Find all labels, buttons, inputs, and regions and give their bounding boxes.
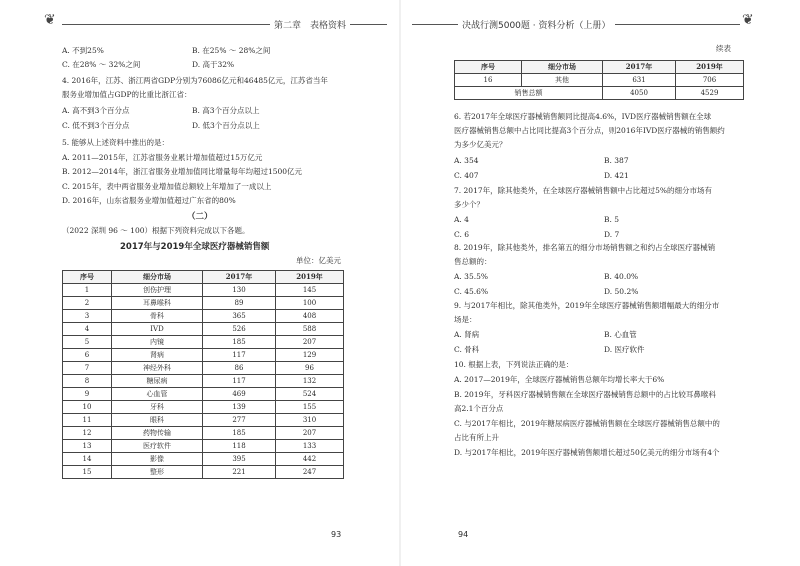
cell-index: 14	[63, 453, 112, 466]
q8-option-d: D. 50.2%	[604, 287, 639, 296]
header-segment: 细分市场	[522, 61, 603, 74]
cell-index: 15	[63, 466, 112, 479]
cell-2019: 524	[276, 388, 344, 401]
cell-index: 2	[63, 297, 112, 310]
cell-2017: 86	[203, 362, 276, 375]
q4-option-a: A. 高不到3个百分点	[62, 106, 130, 115]
cell-segment: IVD	[112, 323, 203, 336]
table-row	[63, 349, 344, 362]
header-2017: 2017年	[203, 271, 276, 284]
cell-segment: 影像	[112, 453, 203, 466]
table-unit: 单位：亿美元	[296, 256, 341, 265]
q8-line2: 售总额的：	[454, 257, 492, 266]
q6-option-c: C. 407	[454, 171, 479, 180]
cell-segment: 心血管	[112, 388, 203, 401]
table-row	[63, 336, 344, 349]
table-row	[63, 414, 344, 427]
q9-line2: 场是：	[454, 315, 477, 324]
cell-2019: 207	[276, 427, 344, 440]
header-2017: 2017年	[603, 61, 676, 74]
cell-index: 8	[63, 375, 112, 388]
cell-2017: 118	[203, 440, 276, 453]
left-corner-ornament-icon: ❦	[44, 12, 56, 28]
q7-option-d: D. 7	[604, 230, 620, 239]
cell-segment: 骨科	[112, 310, 203, 323]
cell-2017: 631	[603, 74, 676, 87]
cell-2019: 145	[276, 284, 344, 297]
cell-2019: 706	[676, 74, 744, 87]
q5-option-a: A. 2011—2015年，江苏省服务业累计增加值超过15万亿元	[62, 153, 263, 162]
cell-segment: 创伤护理	[112, 284, 203, 297]
q8-line1: 8. 2019年，除其他类外，排名第五的细分市场销售额之和约占全球医疗器械销	[454, 243, 716, 252]
cell-2017: 117	[203, 375, 276, 388]
table-header-row	[455, 61, 744, 74]
table-row	[63, 310, 344, 323]
cell-2017: 469	[203, 388, 276, 401]
cell-index: 11	[63, 414, 112, 427]
q10-option-a: A. 2017—2019年，全球医疗器械销售总额年均增长率大于6%	[454, 375, 665, 384]
q10-option-c-line1: C. 与2017年相比，2019年糖尿病医疗器械销售额在全球医疗器械销售总额中的	[454, 419, 720, 428]
right-page-number: 94	[458, 530, 469, 539]
header-2019: 2019年	[676, 61, 744, 74]
cell-2019: 4529	[676, 87, 744, 100]
cell-index: 5	[63, 336, 112, 349]
cell-index: 16	[455, 74, 522, 87]
q9-line1: 9. 与2017年相比，除其他类外，2019年全球医疗器械销售额增幅最大的细分市	[454, 301, 720, 310]
cell-segment: 其他	[522, 74, 603, 87]
q10-option-b-line1: B. 2019年，牙科医疗器械销售额在全球医疗器械销售总额中的占比较耳鼻喉科	[454, 390, 716, 399]
q6-option-d: D. 421	[604, 171, 629, 180]
cell-segment: 眼科	[112, 414, 203, 427]
cell-segment: 耳鼻喉科	[112, 297, 203, 310]
table-row	[63, 362, 344, 375]
section-intro: （2022 深圳 96 ～ 100）根据下列资料完成以下各题。	[62, 226, 250, 235]
cell-2017: 526	[203, 323, 276, 336]
table-row	[63, 375, 344, 388]
right-corner-ornament-icon: ❦	[742, 12, 754, 28]
q3-option-c: C. 在28% ～ 32%之间	[62, 60, 141, 69]
q3-option-b: B. 在25% ～ 28%之间	[192, 46, 271, 55]
cell-2017: 277	[203, 414, 276, 427]
cell-index: 9	[63, 388, 112, 401]
cell-2019: 132	[276, 375, 344, 388]
table-row	[63, 297, 344, 310]
book-spine	[399, 0, 401, 566]
cell-2019: 408	[276, 310, 344, 323]
cell-2017: 395	[203, 453, 276, 466]
cell-2019: 129	[276, 349, 344, 362]
q9-option-a: A. 肾病	[454, 330, 480, 339]
q7-option-a: A. 4	[454, 215, 469, 224]
cell-2017: 4050	[603, 87, 676, 100]
q5-option-c: C. 2015年，表中两省服务业增加值总额较上年增加了一成以上	[62, 182, 272, 191]
cell-index: 6	[63, 349, 112, 362]
q5-stem: 5. 能够从上述资料中推出的是：	[62, 138, 170, 147]
q6-option-b: B. 387	[604, 156, 629, 165]
q7-line2: 多少个？	[454, 200, 484, 209]
cell-2019: 207	[276, 336, 344, 349]
cell-index: 7	[63, 362, 112, 375]
cell-2019: 155	[276, 401, 344, 414]
cell-2017: 365	[203, 310, 276, 323]
table-total-row	[455, 87, 744, 100]
header-index: 序号	[455, 61, 522, 74]
right-header-book-title: 决战行测5000题 · 资料分析（上册）	[458, 18, 615, 31]
table-row	[63, 440, 344, 453]
cell-2017: 185	[203, 427, 276, 440]
q4-option-c: C. 低不到3个百分点	[62, 121, 130, 130]
q4-stem-line1: 4. 2016年，江苏、浙江两省GDP分别为76086亿元和46485亿元，江苏省当年	[62, 76, 328, 85]
q10-option-d: D. 与2017年相比，2019年医疗器械销售额增长超过50亿美元的细分市场有4个	[454, 448, 720, 457]
q8-option-c: C. 45.6%	[454, 287, 489, 296]
q10-option-b-line2: 高2.1个百分点	[454, 404, 504, 413]
cell-2017: 185	[203, 336, 276, 349]
sales-table	[62, 270, 344, 479]
table-row	[63, 427, 344, 440]
cell-2019: 247	[276, 466, 344, 479]
q8-option-b: B. 40.0%	[604, 272, 639, 281]
cell-segment: 糖尿病	[112, 375, 203, 388]
cell-total-label: 销售总额	[455, 87, 603, 100]
cell-segment: 神经外科	[112, 362, 203, 375]
cell-index: 10	[63, 401, 112, 414]
cell-segment: 内镜	[112, 336, 203, 349]
cell-index: 13	[63, 440, 112, 453]
header-index: 序号	[63, 271, 112, 284]
q6-line1: 6. 若2017年全球医疗器械销售额同比提高4.6%，IVD医疗器械销售额在全球	[454, 112, 712, 121]
cell-2019: 96	[276, 362, 344, 375]
cell-2017: 117	[203, 349, 276, 362]
table-row	[63, 323, 344, 336]
cell-2017: 89	[203, 297, 276, 310]
q4-stem-line2: 服务业增加值占GDP的比重比浙江省：	[62, 90, 192, 99]
q3-option-a: A. 不到25%	[62, 46, 104, 55]
cell-segment: 医疗软件	[112, 440, 203, 453]
header-2019: 2019年	[276, 271, 344, 284]
table-header-row	[63, 271, 344, 284]
q9-option-b: B. 心血管	[604, 330, 637, 339]
q6-line2: 医疗器械销售总额中占比同比提高3个百分点，则2016年IVD医疗器械的销售额约	[454, 126, 725, 135]
table-row	[63, 401, 344, 414]
q4-option-b: B. 高3个百分点以上	[192, 106, 260, 115]
cell-2019: 588	[276, 323, 344, 336]
q10-stem: 10. 根据上表，下列说法正确的是：	[454, 360, 574, 369]
q9-option-d: D. 医疗软件	[604, 345, 645, 354]
cell-2019: 310	[276, 414, 344, 427]
cell-2017: 139	[203, 401, 276, 414]
cell-segment: 肾病	[112, 349, 203, 362]
q6-option-a: A. 354	[454, 156, 479, 165]
cell-2019: 100	[276, 297, 344, 310]
cell-index: 4	[63, 323, 112, 336]
q9-option-c: C. 骨科	[454, 345, 480, 354]
table-row	[63, 388, 344, 401]
cell-2017: 130	[203, 284, 276, 297]
table-row	[63, 453, 344, 466]
q7-line1: 7. 2017年，除其他类外，在全球医疗器械销售额中占比超过5%的细分市场有	[454, 186, 713, 195]
q5-option-b: B. 2012—2014年，浙江省服务业增加值同比增量每年均超过1500亿元	[62, 167, 303, 176]
q5-option-d: D. 2016年，山东省服务业增加值超过广东省的80%	[62, 196, 236, 205]
cell-2019: 442	[276, 453, 344, 466]
section-heading: （二）	[187, 212, 213, 222]
q7-option-b: B. 5	[604, 215, 620, 224]
q8-option-a: A. 35.5%	[454, 272, 489, 281]
q6-line3: 为多少亿美元？	[454, 140, 507, 149]
table-row	[63, 466, 344, 479]
table-title: 2017年与2019年全球医疗器械销售额	[120, 242, 270, 252]
cell-segment: 牙科	[112, 401, 203, 414]
q3-option-d: D. 高于32%	[192, 60, 235, 69]
cell-index: 3	[63, 310, 112, 323]
left-page-number: 93	[331, 530, 342, 539]
cell-segment: 整形	[112, 466, 203, 479]
q10-option-c-line2: 占比有所上升	[454, 433, 499, 442]
table-row	[455, 74, 744, 87]
table-row	[63, 284, 344, 297]
cell-index: 12	[63, 427, 112, 440]
sales-table-continued	[454, 60, 744, 100]
q7-option-c: C. 6	[454, 230, 470, 239]
q4-option-d: D. 低3个百分点以上	[192, 121, 260, 130]
cell-2017: 221	[203, 466, 276, 479]
header-segment: 细分市场	[112, 271, 203, 284]
left-header-chapter: 第二章 表格资料	[270, 18, 350, 31]
continued-label: 续表	[716, 44, 731, 53]
cell-index: 1	[63, 284, 112, 297]
cell-2019: 133	[276, 440, 344, 453]
cell-segment: 药物传输	[112, 427, 203, 440]
